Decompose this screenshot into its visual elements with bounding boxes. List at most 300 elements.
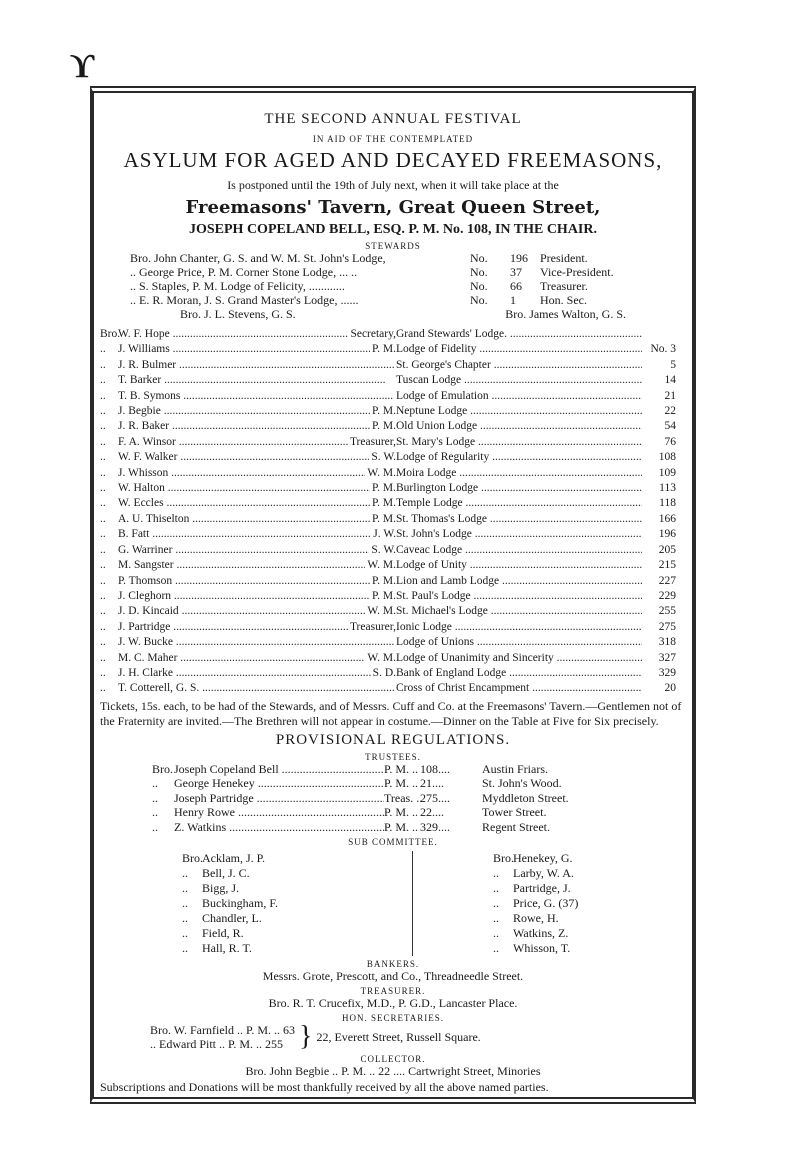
steward-rank: W. M. — [367, 605, 396, 618]
committee-prefix: .. — [182, 866, 188, 881]
secretaries-names — [150, 1023, 295, 1051]
committee-prefix: .. — [493, 926, 499, 941]
committee-prefix: .. — [182, 941, 188, 956]
steward-name-cell — [100, 620, 396, 635]
steward-prefix: .. — [100, 574, 106, 587]
footer-text: Subscriptions and Donations will be most thankfully received by all the above named parties. — [100, 1080, 549, 1095]
steward-name-cell — [100, 481, 396, 496]
officer-num: 66 — [510, 279, 522, 293]
steward-lodge: St. John's Lodge ..... — [396, 528, 642, 540]
steward-rank: J. W. — [373, 528, 396, 541]
steward-name: J. Partridge ..... — [118, 621, 348, 633]
officer-name: John Chanter, G. S. and W. M. St. John's Lodge, — [154, 251, 386, 265]
steward-prefix: .. — [100, 405, 106, 418]
steward-name-cell — [100, 327, 396, 342]
steward-row — [100, 558, 676, 573]
steward-name-cell — [100, 558, 396, 573]
steward-name-cell — [100, 543, 396, 558]
steward-lodge-number: 327 — [658, 651, 676, 664]
committee-name: Henekey, G. — [513, 851, 573, 866]
steward-row — [100, 681, 676, 696]
trustee-name-wrap — [174, 762, 384, 777]
trustee-prefix: .. — [152, 819, 158, 834]
steward-name-cell — [100, 466, 396, 481]
steward-name-wrap — [118, 450, 369, 465]
steward-lodge: St. George's Chapter ..... — [396, 359, 642, 371]
committee-prefix: .. — [493, 881, 499, 896]
committee-prefix: .. — [493, 941, 499, 956]
steward-name-cell — [100, 342, 396, 357]
steward-name: J. W. Bucke ..... — [118, 636, 394, 648]
steward-name: J. R. Baker ..... — [118, 420, 370, 432]
steward-name-wrap — [118, 496, 370, 511]
steward-rank: P. M. — [372, 420, 396, 433]
committee-member — [182, 911, 412, 926]
officer-num: 1 — [510, 293, 516, 307]
steward-lodge-wrap — [396, 512, 642, 527]
steward-name-cell — [100, 635, 396, 650]
committee-name: Bigg, J. — [202, 881, 240, 896]
steward-rank: Treasurer, — [349, 435, 396, 448]
steward-lodge: Old Union Lodge ..... — [396, 420, 642, 432]
steward-rank: S. W. — [371, 451, 396, 464]
steward-name: F. A. Winsor ..... — [118, 436, 348, 448]
steward-lodge-wrap — [396, 527, 642, 542]
steward-name-wrap — [118, 358, 394, 373]
steward-lodge: Cross of Christ Encampment ..... — [396, 682, 642, 694]
committee-name: Partridge, J. — [513, 881, 571, 896]
steward-lodge-cell — [396, 327, 676, 342]
committee-member — [182, 896, 412, 911]
steward-name-wrap — [118, 389, 394, 404]
committee-name: Field, R. — [202, 926, 244, 941]
trustees-heading: TRUSTEES. — [365, 751, 421, 762]
officer-name: S. Staples, P. M. Lodge of Felicity, ............ — [139, 279, 345, 293]
steward-name: M. C. Maher ..... — [118, 652, 365, 664]
steward-lodge-number: 14 — [664, 374, 676, 387]
steward-name: W. Eccles ..... — [118, 497, 370, 509]
steward-lodge-cell — [396, 681, 676, 696]
trustee-address: Austin Friars. — [482, 761, 548, 776]
chair-line: JOSEPH COPELAND BELL, ESQ. P. M. No. 108, IN THE CHAIR. — [188, 222, 597, 237]
committee-prefix: .. — [493, 911, 499, 926]
steward-lodge-cell — [396, 543, 676, 558]
steward-name-cell — [100, 512, 396, 527]
steward-prefix: .. — [100, 636, 106, 649]
steward-name-cell — [100, 404, 396, 419]
steward-prefix: .. — [100, 605, 106, 618]
steward-name: W. F. Hope ..... — [118, 328, 348, 340]
steward-lodge-number: 113 — [659, 482, 676, 495]
steward-lodge-number: 229 — [658, 589, 676, 602]
sub-committee-heading: SUB COMMITTEE. — [348, 837, 438, 848]
steward-name-wrap — [118, 527, 371, 542]
officer-row — [100, 265, 686, 279]
steward-rank: S. D. — [372, 666, 396, 679]
committee-prefix: .. — [182, 926, 188, 941]
officer-name: George Price, P. M. Corner Stone Lodge, ... .. — [139, 265, 358, 279]
trustee-rank: P. M. .. — [384, 761, 419, 776]
steward-lodge-number: 196 — [658, 528, 676, 541]
steward-lodge-cell — [396, 358, 676, 373]
steward-name-wrap — [118, 404, 370, 419]
committee-prefix: .. — [493, 896, 499, 911]
steward-prefix: .. — [100, 497, 106, 510]
steward-lodge: Moira Lodge ..... — [396, 467, 642, 479]
steward-prefix: .. — [100, 420, 106, 433]
officer-no: No. — [470, 251, 488, 265]
steward-prefix: .. — [100, 651, 106, 664]
steward-name: J. Cleghorn ..... — [118, 590, 370, 602]
brace-glyph: } — [299, 1021, 313, 1053]
steward-lodge-wrap — [396, 342, 642, 357]
steward-row — [100, 327, 676, 342]
committee-member — [493, 851, 578, 866]
steward-lodge: Lodge of Fidelity ..... — [396, 343, 642, 355]
committee-name: Watkins, Z. — [513, 926, 569, 941]
steward-name-cell — [100, 681, 396, 696]
trustee-name-wrap — [174, 791, 384, 806]
officer-role: Treasurer. — [540, 279, 588, 293]
advertisement-content — [100, 97, 686, 1093]
trustee-name: Joseph Partridge ..... — [174, 791, 384, 805]
trustee-row — [100, 805, 686, 820]
trustee-address: Myddleton Street. — [482, 790, 569, 805]
steward-row — [100, 435, 676, 450]
committee-prefix: .. — [182, 911, 188, 926]
officer-no: No. — [470, 279, 488, 293]
sub-committee-right — [413, 851, 578, 956]
steward-name: J. Williams ..... — [118, 343, 370, 355]
steward-lodge-cell — [396, 620, 676, 635]
steward-name: T. B. Symons ..... — [118, 390, 394, 402]
steward-lodge: St. Michael's Lodge ..... — [396, 605, 642, 617]
steward-lodge: Lodge of Regularity ..... — [396, 451, 642, 463]
steward-lodge: Temple Lodge ..... — [396, 497, 642, 509]
steward-lodge: Burlington Lodge ..... — [396, 482, 642, 494]
steward-lodge-number: 215 — [658, 559, 676, 572]
steward-name: W. Halton ..... — [118, 482, 370, 494]
steward-lodge-wrap — [396, 681, 642, 696]
steward-prefix: .. — [100, 389, 106, 402]
steward-lodge: Lodge of Unity ..... — [396, 559, 642, 571]
trustee-row — [100, 820, 686, 835]
steward-name: J. D. Kincaid ..... — [118, 605, 365, 617]
steward-prefix: .. — [100, 559, 106, 572]
steward-name-wrap — [118, 635, 394, 650]
committee-member — [182, 866, 412, 881]
steward-row — [100, 512, 676, 527]
trustee-rank: P. M. .. — [384, 805, 419, 820]
steward-lodge-number: 255 — [658, 605, 676, 618]
steward-name-wrap — [118, 419, 370, 434]
officers-list — [100, 251, 686, 307]
treasurer-heading: TREASURER. — [360, 986, 426, 997]
steward-rank: P. M. — [372, 574, 396, 587]
steward-lodge-cell — [396, 466, 676, 481]
trustee-rank: P. M. .. — [384, 819, 419, 834]
tickets-paragraph: Tickets, 15s. each, to be had of the Stewards, and of Messrs. Cuff and Co. at the Freemasons' Tavern.—Gentlemen not of the Fraternity are invited.—The Brethren will not appear in costume.—Dinner on the Table at Five for Six precisely. — [100, 698, 682, 728]
steward-lodge-wrap — [396, 558, 642, 573]
secretary-1: Bro. W. Farnfield .. P. M. .. 63 — [150, 1023, 296, 1038]
steward-name-wrap — [118, 666, 371, 681]
steward-row — [100, 358, 676, 373]
steward-rank: W. M. — [367, 651, 396, 664]
steward-name-cell — [100, 527, 396, 542]
steward-lodge: St. Mary's Lodge ..... — [396, 436, 642, 448]
steward-lodge-wrap — [396, 543, 642, 558]
officer-desc — [130, 279, 470, 293]
trustee-address: Regent Street. — [482, 819, 550, 834]
officer-role: Vice-President. — [540, 265, 614, 279]
officer-row — [100, 251, 686, 265]
steward-name-wrap — [118, 604, 365, 619]
committee-member — [493, 896, 578, 911]
officer-desc — [130, 265, 470, 279]
steward-lodge-wrap — [396, 651, 642, 666]
steward-rank: P. M. — [372, 405, 396, 418]
officer-prefix: Bro. — [130, 251, 151, 265]
steward-lodge: Lion and Lamb Lodge ..... — [396, 575, 642, 587]
steward-prefix: .. — [100, 343, 106, 356]
steward-lodge-wrap — [396, 419, 642, 434]
officer-desc — [130, 251, 470, 265]
steward-lodge-number: 21 — [664, 389, 676, 402]
steward-name: J. R. Bulmer ..... — [118, 359, 394, 371]
steward-prefix: .. — [100, 589, 106, 602]
steward-row — [100, 620, 676, 635]
committee-name: Price, G. (37) — [513, 896, 579, 911]
steward-row — [100, 389, 676, 404]
advertisement-frame — [90, 86, 696, 1104]
committee-member — [182, 851, 412, 866]
officer-row — [100, 293, 686, 307]
steward-name-cell — [100, 358, 396, 373]
steward-row — [100, 604, 676, 619]
committee-member — [182, 941, 412, 956]
steward-lodge-wrap — [396, 435, 642, 450]
trustee-name-wrap — [174, 776, 384, 791]
postponed-notice: Is postponed until the 19th of July next, when it will take place at the — [227, 178, 559, 192]
officer-prefix: .. — [130, 279, 136, 293]
steward-row — [100, 404, 676, 419]
officer-num: 37 — [510, 265, 522, 279]
steward-name: T. Barker ..... — [118, 374, 385, 386]
steward-row — [100, 342, 676, 357]
steward-name: M. Sangster ..... — [118, 559, 365, 571]
trustee-address: Tower Street. — [482, 805, 547, 820]
steward-name: B. Fatt ..... — [118, 528, 371, 540]
bankers-text: Messrs. Grote, Prescott, and Co., Threadneedle Street. — [262, 969, 524, 984]
officer-desc — [130, 293, 470, 307]
secretaries-heading: HON. SECRETARIES. — [341, 1013, 445, 1024]
venue-name: Freemasons' Tavern, Great Queen Street, — [185, 197, 601, 218]
officer-name: E. R. Moran, J. S. Grand Master's Lodge, ...... — [139, 293, 359, 307]
steward-row — [100, 450, 676, 465]
steward-lodge-number: 275 — [658, 620, 676, 633]
steward-name-wrap — [118, 373, 394, 388]
steward-name-wrap — [118, 327, 348, 342]
steward-lodge-wrap — [396, 389, 642, 404]
steward-name: T. Cotterell, G. S. ..... — [118, 682, 394, 694]
committee-member — [493, 866, 578, 881]
steward-name-cell — [100, 574, 396, 589]
steward-name-wrap — [118, 681, 394, 696]
steward-prefix: .. — [100, 512, 106, 525]
committee-member — [182, 926, 412, 941]
committee-name: Buckingham, F. — [202, 896, 279, 911]
steward-row — [100, 496, 676, 511]
trustees-list — [100, 762, 686, 835]
steward-lodge-cell — [396, 558, 676, 573]
trustee-name-wrap — [174, 820, 384, 835]
steward-lodge: St. Thomas's Lodge ..... — [396, 513, 642, 525]
officer-prefix: .. — [130, 293, 136, 307]
officer-left: Bro. J. L. Stevens, G. S. — [180, 307, 296, 321]
bankers-heading: BANKERS. — [366, 959, 420, 970]
trustee-address: St. John's Wood. — [482, 776, 562, 791]
steward-row — [100, 527, 676, 542]
trustee-rank: Treas. .. — [384, 790, 423, 805]
steward-rank: Secretary, — [350, 328, 396, 340]
steward-name-wrap — [118, 620, 348, 635]
committee-name: Rowe, H. — [513, 911, 559, 926]
steward-name-wrap — [118, 466, 365, 481]
steward-lodge-cell — [396, 450, 676, 465]
steward-prefix: .. — [100, 435, 106, 448]
trustee-lodge-number: 275.... — [420, 790, 450, 805]
steward-name-wrap — [118, 574, 370, 589]
steward-lodge-number: 227 — [658, 574, 676, 587]
steward-lodge-cell — [396, 435, 676, 450]
steward-lodge: Ionic Lodge ..... — [396, 621, 642, 633]
trustee-name: Joseph Copeland Bell ..... — [174, 762, 384, 776]
steward-lodge-cell — [396, 373, 676, 388]
committee-member — [182, 881, 412, 896]
steward-lodge-number — [642, 327, 676, 342]
steward-lodge-wrap — [396, 666, 642, 681]
steward-lodge: Grand Stewards' Lodge. ..... — [396, 328, 642, 340]
steward-lodge-cell — [396, 342, 676, 357]
committee-name: Bell, J. C. — [202, 866, 250, 881]
steward-lodge-number: 108 — [658, 451, 676, 464]
collector-heading: COLLECTOR. — [360, 1054, 426, 1065]
steward-name-wrap — [118, 481, 370, 496]
trustee-lodge-number: 329.... — [420, 819, 450, 834]
steward-prefix: .. — [100, 466, 106, 479]
steward-prefix: .. — [100, 666, 106, 679]
steward-rank: W. M. — [367, 466, 396, 479]
steward-lodge-cell — [396, 481, 676, 496]
steward-name: J. Whisson ..... — [118, 467, 365, 479]
steward-name-cell — [100, 435, 396, 450]
steward-rank: P. M. — [372, 343, 396, 356]
festival-title: THE SECOND ANNUAL FESTIVAL — [264, 111, 522, 127]
trustee-rank: P. M. .. — [384, 776, 419, 791]
steward-lodge-number: 76 — [664, 435, 676, 448]
steward-lodge-cell — [396, 527, 676, 542]
asylum-title: ASYLUM FOR AGED AND DECAYED FREEMASONS, — [123, 148, 663, 172]
steward-name-wrap — [118, 435, 348, 450]
committee-member — [493, 941, 578, 956]
steward-name-wrap — [118, 512, 370, 527]
trustee-name-wrap — [174, 805, 384, 820]
steward-prefix: .. — [100, 451, 106, 464]
steward-lodge-number: 329 — [658, 666, 676, 679]
committee-name: Whisson, T. — [513, 941, 571, 956]
committee-name: Larby, W. A. — [513, 866, 574, 881]
trustee-lodge-number: 21.... — [420, 776, 444, 791]
trustee-row — [100, 791, 686, 806]
steward-name-cell — [100, 389, 396, 404]
steward-lodge-number: 205 — [658, 543, 676, 556]
steward-name: J. H. Clarke ..... — [118, 667, 371, 679]
steward-lodge-number: 118 — [659, 497, 676, 510]
steward-name-wrap — [118, 651, 365, 666]
steward-lodge-cell — [396, 651, 676, 666]
steward-lodge: Lodge of Emulation ..... — [396, 390, 642, 402]
steward-row — [100, 574, 676, 589]
officer-row — [100, 279, 686, 293]
committee-prefix: Bro. — [493, 851, 514, 866]
steward-lodge-wrap — [396, 481, 642, 496]
treasurer-text: Bro. R. T. Crucefix, M.D., P. G.D., Lancaster Place. — [268, 996, 518, 1011]
steward-lodge-wrap — [396, 327, 642, 342]
committee-prefix: .. — [182, 896, 188, 911]
trustee-prefix: Bro. — [152, 761, 173, 776]
steward-prefix: .. — [100, 620, 106, 633]
steward-row — [100, 466, 676, 481]
steward-prefix: .. — [100, 358, 106, 371]
trustee-name: George Henekey ..... — [174, 776, 384, 790]
steward-lodge-number: No. 3 — [650, 343, 676, 356]
steward-rank: S. W. — [371, 543, 396, 556]
steward-prefix: .. — [100, 528, 106, 541]
committee-prefix: .. — [182, 881, 188, 896]
officer-no: No. — [470, 293, 488, 307]
steward-lodge-cell — [396, 496, 676, 511]
steward-rank: P. M. — [372, 497, 396, 510]
officers-pair — [100, 307, 686, 321]
steward-lodge-wrap — [396, 496, 642, 511]
steward-row — [100, 373, 676, 388]
stewards-heading: STEWARDS — [365, 241, 421, 251]
steward-lodge: Tuscan Lodge ..... — [396, 374, 642, 386]
steward-lodge-wrap — [396, 620, 642, 635]
steward-row — [100, 651, 676, 666]
steward-lodge-wrap — [396, 450, 642, 465]
steward-lodge-wrap — [396, 373, 642, 388]
steward-lodge: Lodge of Unions ..... — [396, 636, 642, 648]
secretaries-address: 22, Everett Street, Russell Square. — [316, 1029, 481, 1044]
steward-row — [100, 481, 676, 496]
trustee-name: Henry Rowe ..... — [174, 805, 384, 819]
steward-row — [100, 419, 676, 434]
steward-name-cell — [100, 666, 396, 681]
steward-lodge-number: 166 — [658, 512, 676, 525]
sub-committee-left — [100, 851, 413, 956]
steward-lodge-cell — [396, 389, 676, 404]
steward-lodge-wrap — [396, 466, 642, 481]
steward-name-cell — [100, 604, 396, 619]
trustee-prefix: .. — [152, 790, 158, 805]
steward-lodge-number: 20 — [664, 682, 676, 695]
steward-name: P. Thomson ..... — [118, 575, 370, 587]
steward-name-cell — [100, 373, 396, 388]
steward-lodge-wrap — [396, 604, 642, 619]
committee-member — [493, 881, 578, 896]
steward-lodge: St. Paul's Lodge ..... — [396, 590, 642, 602]
